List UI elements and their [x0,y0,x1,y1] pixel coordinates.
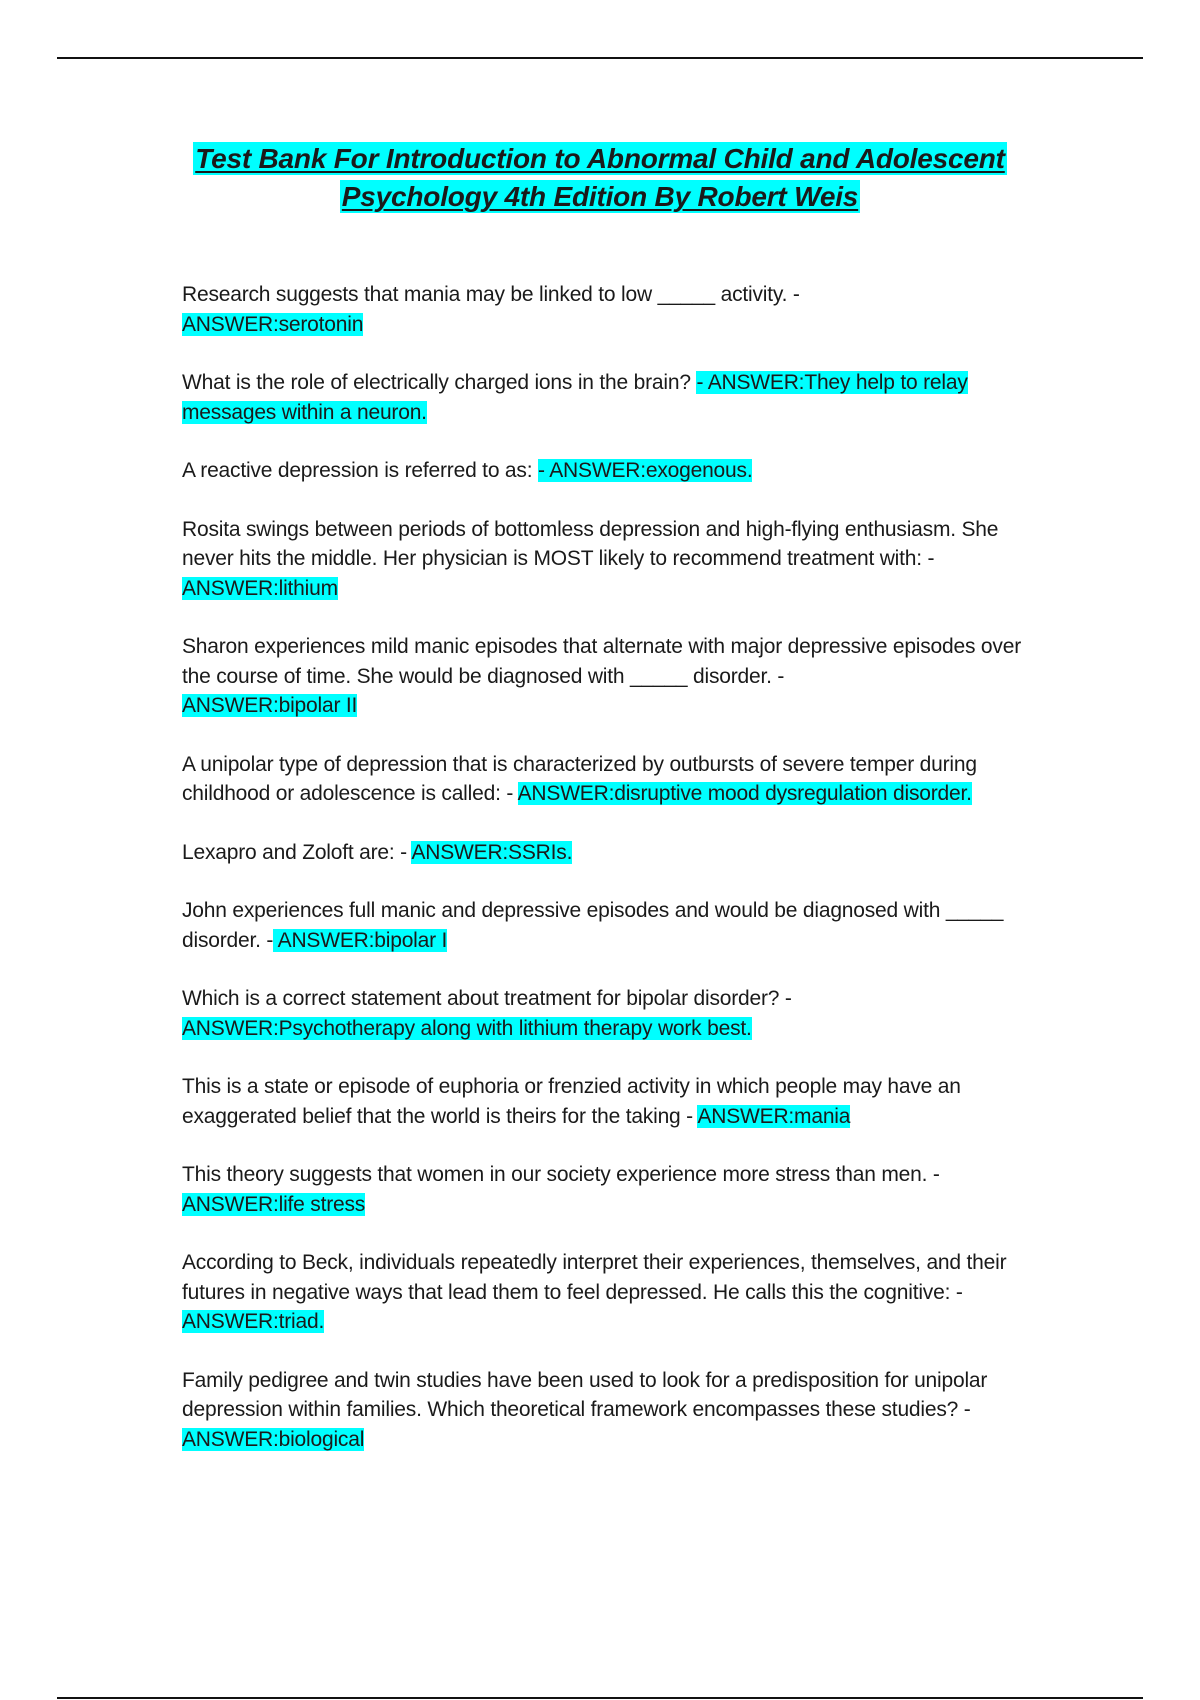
answer-text: ANSWER:lithium [182,576,338,600]
answer-text: - ANSWER:exogenous. [537,459,753,482]
qa-item-9 [182,984,1022,1043]
qa-item-1 [182,280,1022,339]
qa-item-11 [182,1160,1022,1219]
qa-item-6 [182,750,1022,809]
qa-item-4 [182,515,1022,604]
question-text: This is a state or episode of euphoria or frenzied activity in which people may have an exaggerated belief that the world is theirs for the taking - [182,1075,961,1128]
document-title [150,140,1050,216]
qa-item-13 [182,1366,1022,1455]
qa-item-2 [182,368,1022,427]
answer-text: ANSWER:SSRIs. [411,840,573,864]
qa-item-5 [182,632,1022,721]
answer-text: ANSWER:serotonin [182,312,364,336]
bottom-rule [57,1697,1143,1699]
qa-item-8 [182,896,1022,955]
question-text: John experiences full manic and depressive episodes and would be diagnosed with _____ disorder. - [182,899,1004,952]
top-rule [57,57,1143,59]
qa-item-10 [182,1072,1022,1131]
question-text: Sharon experiences mild manic episodes that alternate with major depressive episodes over the course of time. She would be diagnosed with _____ disorder. - [182,635,1021,688]
answer-text: ANSWER:mania [697,1104,851,1128]
qa-item-3 [182,456,1022,486]
question-text: Which is a correct statement about treatment for bipolar disorder? - [182,987,792,1010]
question-text: What is the role of electrically charged ions in the brain? [182,371,697,394]
question-answer-list [182,280,1022,1483]
answer-text: ANSWER:bipolar II [182,694,358,717]
answer-text: - ANSWER:They help to relay messages within a neuron. [182,371,968,424]
answer-text: ANSWER:triad. [182,1310,325,1333]
question-text: Research suggests that mania may be linked to low _____ activity. - [182,283,800,306]
answer-text: ANSWER:bipolar I [273,928,448,952]
question-text: This theory suggests that women in our society experience more stress than men. - [182,1163,940,1186]
question-text: Family pedigree and twin studies have been used to look for a predisposition for unipolar depression within families. Which theoretical framework encompasses these studies? - [182,1368,988,1421]
question-text: According to Beck, individuals repeatedly interpret their experiences, themselves, and their futures in negative ways that lead them to feel depressed. He calls this the cognitive: - [182,1251,1007,1304]
question-text: Lexapro and Zoloft are: - [182,840,412,864]
answer-text: ANSWER:disruptive mood dysregulation disorder. [517,782,972,805]
question-text: A reactive depression is referred to as: [182,459,538,482]
qa-item-12 [182,1248,1022,1337]
question-text: Rosita swings between periods of bottomless depression and high-flying enthusiasm. She never hits the middle. Her physician is MOST likely to recommend treatment with: - [182,517,999,570]
title-line-2: Psychology 4th Edition By Robert Weis [341,181,859,212]
qa-item-7 [182,838,1022,868]
title-line-1: Test Bank For Introduction to Abnormal Child and Adolescent [195,143,1005,174]
answer-text: ANSWER:biological [182,1427,365,1451]
question-text: A unipolar type of depression that is characterized by outbursts of severe temper during childhood or adolescence is called: - [182,752,977,805]
answer-text: ANSWER:Psychotherapy along with lithium therapy work best. [182,1016,752,1040]
answer-text: ANSWER:life stress [182,1192,366,1216]
